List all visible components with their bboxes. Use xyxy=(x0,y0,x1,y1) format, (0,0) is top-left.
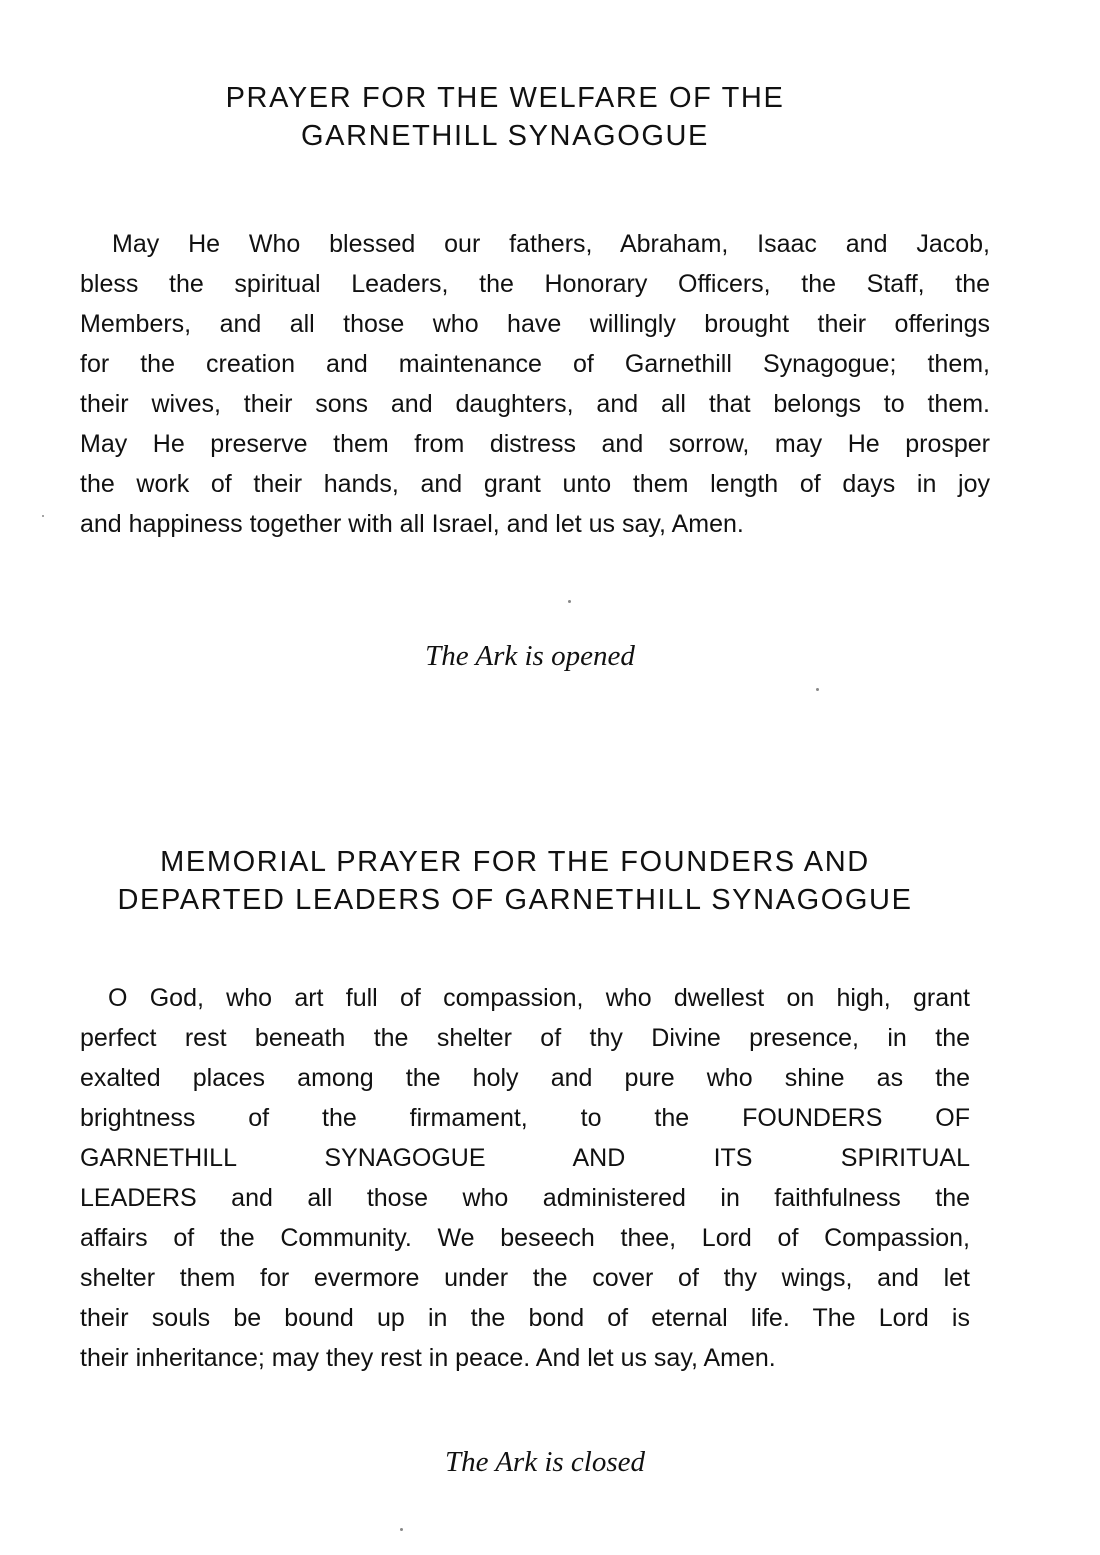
body-line: bless the spiritual Leaders, the Honorary Officers, the Staff, the xyxy=(80,270,990,298)
body-line: affairs of the Community. We beseech thee, Lord of Compassion, xyxy=(80,1224,970,1252)
body-line: for the creation and maintenance of Garnethill Synagogue; them, xyxy=(80,350,990,378)
scan-speck xyxy=(568,600,571,603)
body-line: their souls be bound up in the bond of eternal life. The Lord is xyxy=(80,1304,970,1332)
body-line: their inheritance; may they rest in peace. And let us say, Amen. xyxy=(80,1344,776,1372)
body-line: LEADERS and all those who administered in faithfulness the xyxy=(80,1184,970,1212)
rubric-ark-closed: The Ark is closed xyxy=(444,1446,646,1478)
prayer-welfare-body xyxy=(80,224,990,544)
title-line: GARNETHILL SYNAGOGUE xyxy=(300,120,709,152)
title-line: PRAYER FOR THE WELFARE OF THE xyxy=(225,82,785,114)
memorial-prayer-title xyxy=(70,843,960,919)
body-line: their wives, their sons and daughters, and all that belongs to them. xyxy=(80,390,990,418)
body-line: perfect rest beneath the shelter of thy Divine presence, in the xyxy=(80,1024,970,1052)
body-line: May He Who blessed our fathers, Abraham, Isaac and Jacob, xyxy=(112,230,990,258)
title-line: MEMORIAL PRAYER FOR THE FOUNDERS AND xyxy=(160,846,870,878)
title-line: DEPARTED LEADERS OF GARNETHILL SYNAGOGUE xyxy=(117,884,913,916)
body-line: the work of their hands, and grant unto them length of days in joy xyxy=(80,470,990,498)
scan-speck xyxy=(400,1528,403,1531)
body-line: Members, and all those who have willingly brought their offerings xyxy=(80,310,990,338)
body-line: brightness of the firmament, to the FOUNDERS OF xyxy=(80,1104,970,1132)
rubric-ark-opened: The Ark is opened xyxy=(425,640,635,672)
scan-speck xyxy=(816,688,819,691)
memorial-prayer-body xyxy=(80,978,970,1378)
body-line: O God, who art full of compassion, who dwellest on high, grant xyxy=(108,984,970,1012)
body-line: GARNETHILL SYNAGOGUE AND ITS SPIRITUAL xyxy=(80,1144,970,1172)
body-line: and happiness together with all Israel, and let us say, Amen. xyxy=(80,510,744,538)
scan-speck xyxy=(42,515,44,517)
body-line: exalted places among the holy and pure who shine as the xyxy=(80,1064,970,1092)
prayer-welfare-title xyxy=(100,79,910,155)
body-line: May He preserve them from distress and sorrow, may He prosper xyxy=(80,430,990,458)
body-line: shelter them for evermore under the cover of thy wings, and let xyxy=(80,1264,970,1292)
